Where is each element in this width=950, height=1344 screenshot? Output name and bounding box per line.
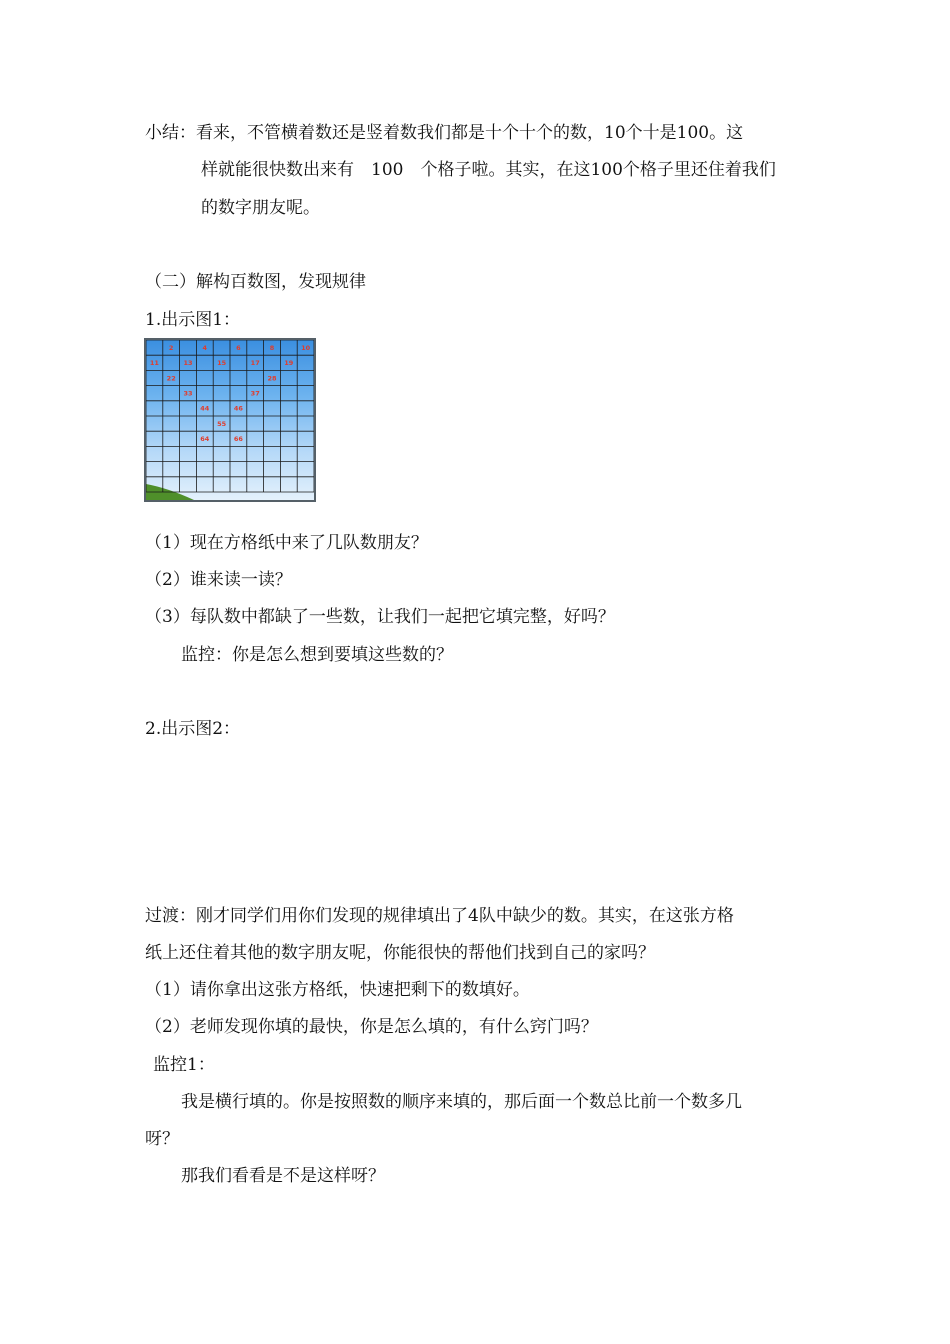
summary-line-1: 小结：看来，不管横着数还是竖着数我们都是十个十个的数，10个十是100。这: [145, 123, 744, 143]
item-1-title: 1.出示图1：: [145, 310, 241, 330]
item-2-title: 2.出示图2：: [145, 719, 241, 739]
grid-cell-number: 2: [168, 343, 174, 352]
grid-cell-number: 11: [149, 359, 159, 368]
grid-cell-number: 4: [202, 343, 208, 352]
grid-cell-number: 8: [269, 343, 275, 352]
grid-cell-number: 33: [183, 389, 193, 398]
transition-question-2: （2）老师发现你填的最快，你是怎么填的，有什么窍门吗？: [145, 1017, 598, 1037]
answer-line-2: 呀？: [145, 1129, 179, 1149]
grid-cell-number: 15: [217, 359, 227, 368]
question-2: （2）谁来读一读？: [145, 570, 292, 590]
answer-line-3: 那我们看看是不是这样呀？: [181, 1166, 385, 1186]
summary-line-3: 的数字朋友呢。: [201, 198, 320, 218]
summary-line-2: 样就能很快数出来有 100 个格子啦。其实，在这100个格子里还住着我们: [201, 160, 776, 180]
grid-cell-number: 37: [250, 389, 260, 398]
grid-cell-number: 17: [250, 359, 260, 368]
question-1: （1）现在方格纸中来了几队数朋友？: [145, 533, 428, 553]
hundred-chart-figure: [144, 338, 316, 502]
transition-line-1: 过渡：刚才同学们用你们发现的规律填出了4队中缺少的数。其实，在这张方格: [145, 906, 734, 926]
hundred-chart-grid: [146, 340, 314, 500]
answer-line-1: 我是横行填的。你是按照数的顺序来填的，那后面一个数总比前一个数多几: [181, 1092, 742, 1112]
question-3: （3）每队数中都缺了一些数，让我们一起把它填完整，好吗？: [145, 607, 615, 627]
section-heading: （二）解构百数图，发现规律: [145, 272, 366, 292]
grid-cell-number: 66: [233, 435, 243, 444]
monitor-note: 监控：你是怎么想到要填这些数的？: [181, 645, 453, 665]
grid-cell-number: 22: [166, 374, 176, 383]
grid-cell-number: 28: [267, 374, 277, 383]
grid-cell-number: 13: [183, 359, 193, 368]
grid-cell-number: 19: [284, 359, 294, 368]
monitor-1-label: 监控1：: [153, 1055, 215, 1075]
grid-cell-number: 6: [236, 343, 241, 352]
grid-cell-number: 10: [301, 343, 311, 352]
grid-cell-number: 44: [200, 404, 210, 413]
transition-line-2: 纸上还住着其他的数字朋友呢，你能很快的帮他们找到自己的家吗？: [145, 943, 655, 963]
grid-cell-number: 64: [200, 435, 210, 444]
grid-cell-number: 55: [217, 419, 227, 428]
grid-cell-number: 46: [233, 404, 243, 413]
transition-question-1: （1）请你拿出这张方格纸，快速把剩下的数填好。: [145, 980, 530, 1000]
